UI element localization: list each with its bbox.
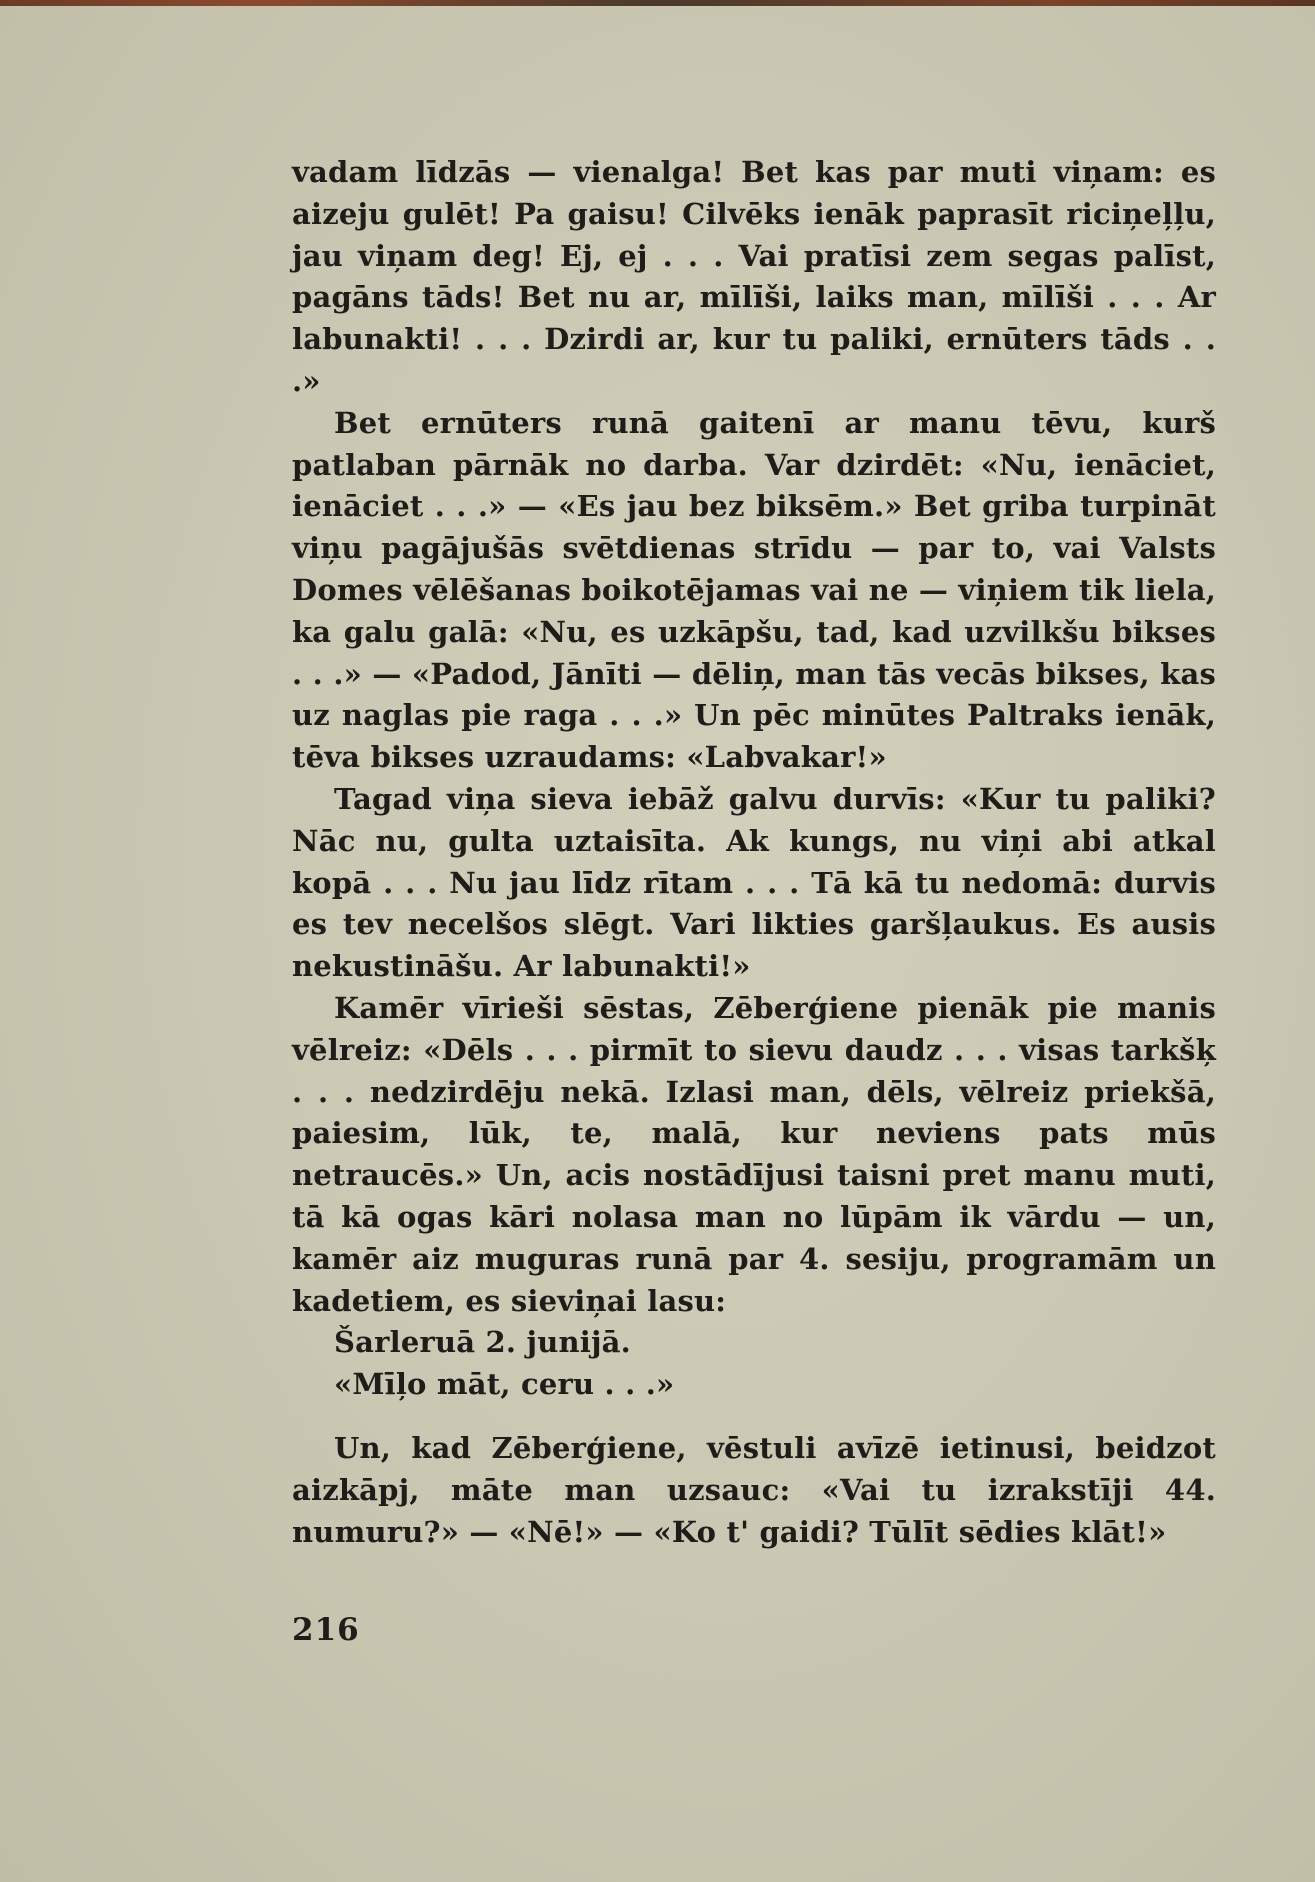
body-text [292,152,1216,1553]
paragraph-4: Kamēr vīrieši sēstas, Zēberģiene pienāk pie manis vēlreiz: «Dēls . . . pirmīt to sievu daudz . . . visas tarkšķ . . . nedzirdēju nekā. Izlasi man, dēls, vēlreiz priekšā, paiesim, lūk, te, malā, kur neviens pats mūs netraucēs.» Un, acis nostādījusi taisni pret manu muti, tā kā ogas kāri nolasa man no lūpām ik vārdu — un, kamēr aiz muguras runā par 4. sesiju, programām un kadetiem, es sieviņai lasu: [292,990,1216,1318]
page-top-edge [0,0,1315,6]
letter-greeting-line: «Mīļo māt, ceru . . .» [334,1367,675,1402]
paragraph-2: Bet ernūters runā gaitenī ar manu tēvu, kurš patlaban pārnāk no darba. Var dzirdēt: «Nu, ienāciet, ienāciet . . .» — «Es jau bez biksēm.» Bet griba turpināt viņu pagājušās svētdienas strīdu — par to, vai Valsts Domes vēlēšanas boikotējamas vai ne — viņiem tik liela, ka galu galā: «Nu, es uzkāpšu, tad, kad uzvilkšu bikses . . .» — «Padod, Jānīti — dēliņ, man tās vecās bikses, kas uz naglas pie raga . . .» Un pēc minūtes Paltraks ienāk, tēva bikses uzraudams: «Labvakar!» [292,405,1217,775]
paragraph-3: Tagad viņa sieva iebāž galvu durvīs: «Kur tu paliki? Nāc nu, gulta uztaisīta. Ak kungs, nu viņi abi atkal kopā . . . Nu jau līdz rītam . . . Tā kā tu nedomā: durvis es tev necelšos slēgt. Vari likties garšļaukus. Es ausis nekustināšu. Ar labunakti!» [292,781,1216,984]
closing-paragraph: Un, kad Zēberģiene, vēstuli avīzē ietinusi, beidzot aizkāpj, māte man uzsauc: «Vai tu izrakstīji 44. numuru?» — «Nē!» — «Ko t' gaidi? Tūlīt sēdies klāt!» [292,1430,1216,1549]
paragraph-1: vadam līdzās — vienalga! Bet kas par muti viņam: es aizeju gulēt! Pa gaisu! Cilvēks ienāk paprasīt riciņeļļu, jau viņam deg! Ej, ej . . . Vai pratīsi zem segas palīst, pagāns tāds! Bet nu ar, mīlīši, laiks man, mīlīši . . . Ar labunakti! . . . Dzirdi ar, kur tu paliki, ernūters tāds . . .» [292,155,1216,398]
letter-date-line: Šarleruā 2. junijā. [334,1325,631,1360]
page-number: 216 [292,1612,360,1648]
